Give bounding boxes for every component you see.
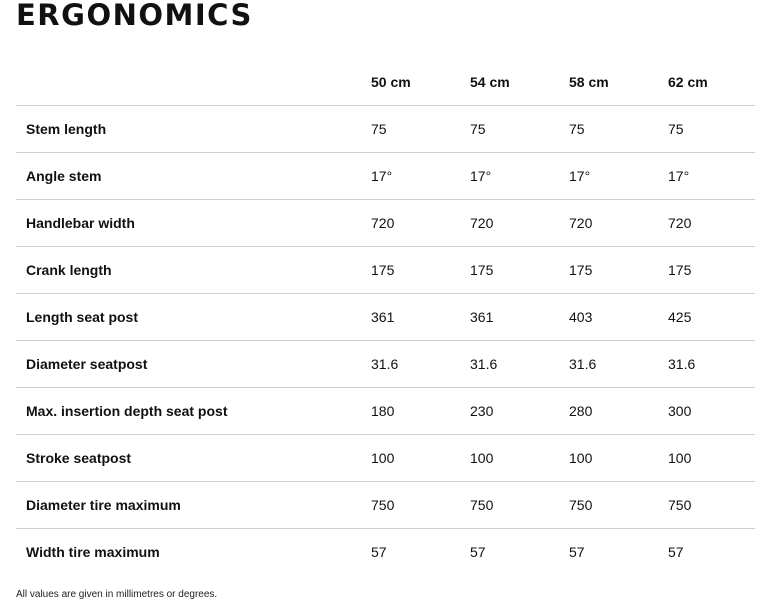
page-title: ERGONOMICS	[16, 0, 253, 32]
table-row	[16, 247, 755, 294]
row-label: Width tire maximum	[26, 544, 160, 560]
table-row	[16, 435, 755, 482]
units-footnote: All values are given in millimetres or degrees.	[16, 589, 218, 600]
table-cell: 100	[668, 450, 692, 466]
table-cell: 75	[668, 121, 684, 137]
table-cell: 57	[470, 544, 486, 560]
table-cell: 17°	[668, 168, 690, 184]
table-cell: 361	[470, 309, 494, 325]
table-row	[16, 388, 755, 435]
table-cell: 17°	[371, 168, 393, 184]
table-cell: 175	[668, 262, 692, 278]
table-cell: 17°	[470, 168, 492, 184]
table-cell: 280	[569, 403, 593, 419]
table-cell: 31.6	[569, 356, 597, 372]
table-cell: 750	[569, 497, 593, 513]
table-cell: 720	[668, 215, 692, 231]
column-header-size-3: 58 cm	[569, 74, 609, 90]
table-cell: 75	[371, 121, 387, 137]
table-cell: 57	[668, 544, 684, 560]
table-cell: 750	[668, 497, 692, 513]
row-label: Length seat post	[26, 309, 139, 325]
geometry-table	[16, 59, 755, 575]
table-cell: 750	[371, 497, 395, 513]
table-cell: 17°	[569, 168, 591, 184]
table-cell: 720	[470, 215, 494, 231]
table-cell: 31.6	[668, 356, 696, 372]
row-label: Max. insertion depth seat post	[26, 403, 228, 419]
row-label: Angle stem	[26, 168, 102, 184]
table-cell: 57	[569, 544, 585, 560]
row-label: Crank length	[26, 262, 112, 278]
table-row	[16, 106, 755, 153]
table-cell: 31.6	[470, 356, 498, 372]
row-label: Diameter seatpost	[26, 356, 148, 372]
table-cell: 175	[470, 262, 494, 278]
table-row	[16, 153, 755, 200]
table-cell: 100	[371, 450, 395, 466]
row-label: Handlebar width	[26, 215, 135, 231]
table-cell: 75	[569, 121, 585, 137]
table-cell: 100	[569, 450, 593, 466]
table-cell: 57	[371, 544, 387, 560]
table-header-row	[16, 59, 755, 106]
table-cell: 403	[569, 309, 593, 325]
table-cell: 180	[371, 403, 395, 419]
table-cell: 100	[470, 450, 494, 466]
column-header-size-1: 50 cm	[371, 74, 411, 90]
table-row	[16, 482, 755, 529]
table-cell: 720	[569, 215, 593, 231]
table-cell: 361	[371, 309, 395, 325]
table-row	[16, 294, 755, 341]
table-row	[16, 529, 755, 575]
row-label: Diameter tire maximum	[26, 497, 181, 513]
table-cell: 175	[371, 262, 395, 278]
table-cell: 230	[470, 403, 494, 419]
table-row	[16, 200, 755, 247]
column-header-size-2: 54 cm	[470, 74, 510, 90]
table-cell: 300	[668, 403, 692, 419]
table-cell: 75	[470, 121, 486, 137]
table-cell: 175	[569, 262, 593, 278]
row-label: Stroke seatpost	[26, 450, 132, 466]
table-cell: 720	[371, 215, 395, 231]
table-row	[16, 341, 755, 388]
row-label: Stem length	[26, 121, 107, 137]
table-cell: 425	[668, 309, 692, 325]
column-header-size-4: 62 cm	[668, 74, 708, 90]
table-cell: 750	[470, 497, 494, 513]
table-cell: 31.6	[371, 356, 399, 372]
